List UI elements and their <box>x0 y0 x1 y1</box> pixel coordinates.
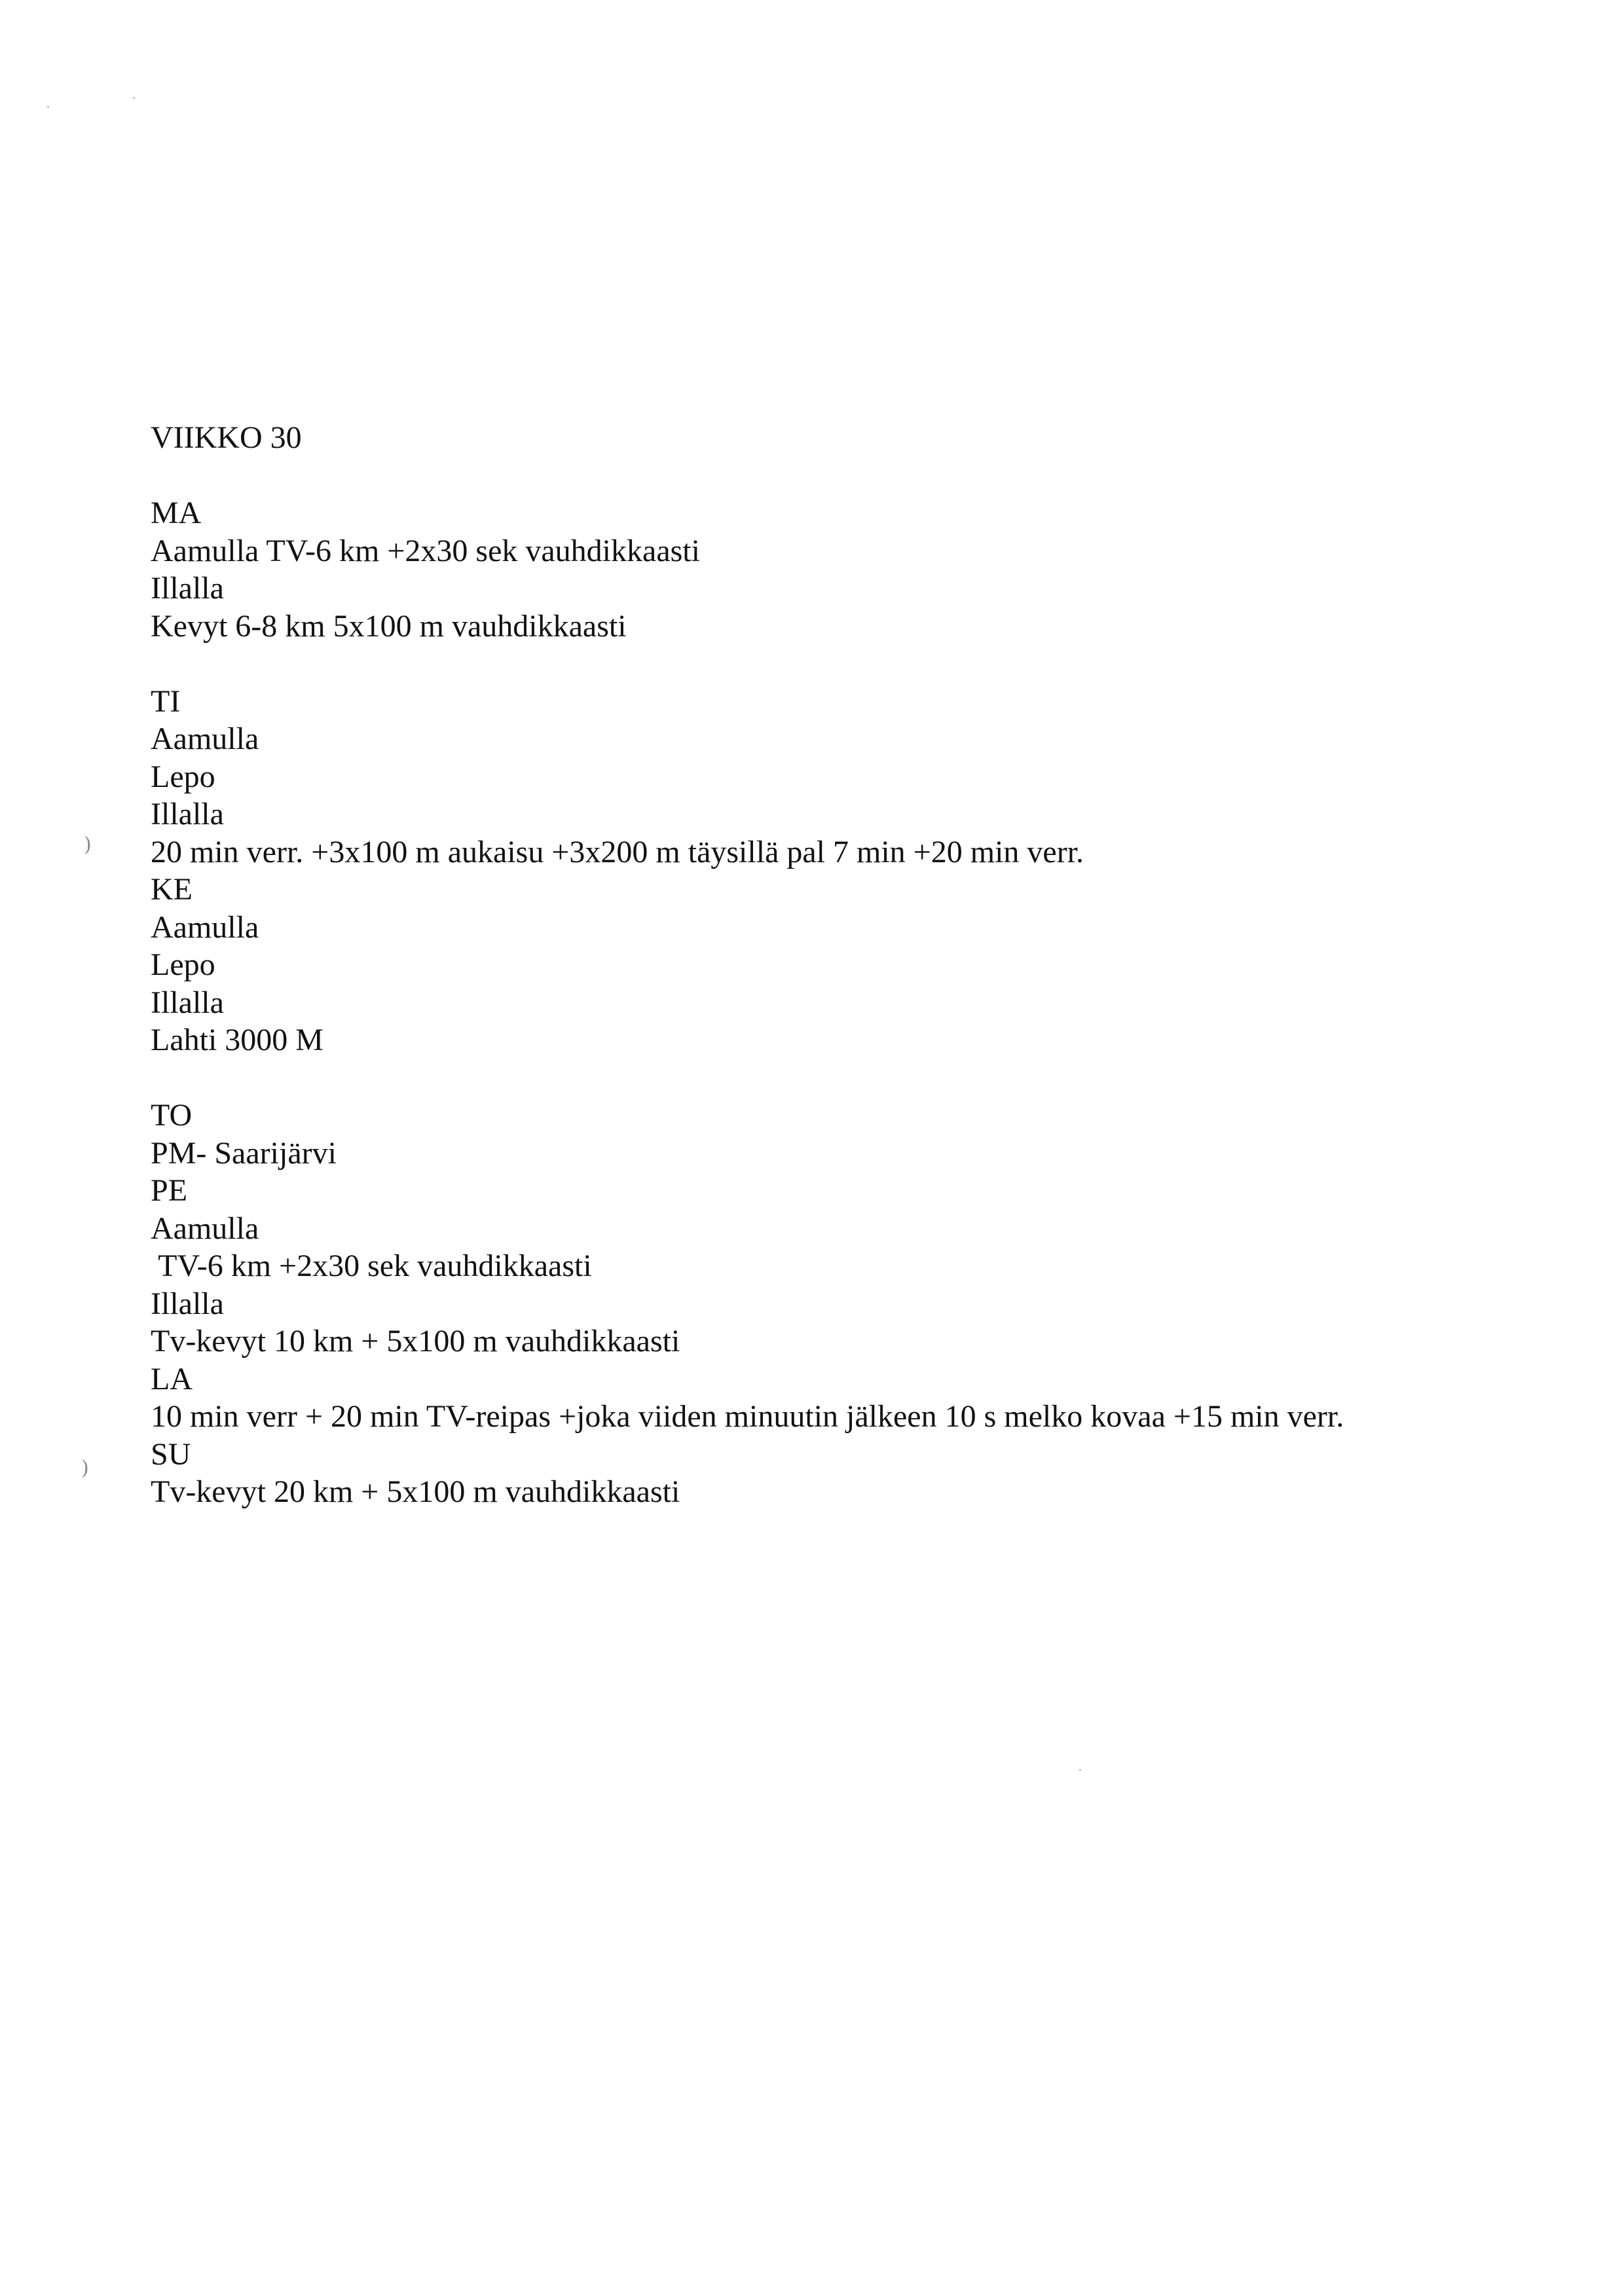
day-line: Aamulla <box>151 1211 259 1246</box>
day-line: Illalla <box>151 797 224 831</box>
day-label-la: LA <box>151 1361 193 1396</box>
day-line: Tv-kevyt 10 km + 5x100 m vauhdikkaasti <box>151 1324 680 1358</box>
scan-speck <box>1079 1769 1081 1771</box>
day-line: Illalla <box>151 1286 224 1321</box>
document-body <box>151 419 1526 1511</box>
spacer <box>151 457 1526 495</box>
day-line: Aamulla TV-6 km +2x30 sek vauhdikkaasti <box>151 533 700 568</box>
spacer <box>151 1059 1526 1097</box>
day-label-ti: TI <box>151 683 181 719</box>
scan-speck <box>47 106 49 108</box>
day-line: PM- Saarijärvi <box>151 1135 337 1171</box>
day-line: Aamulla <box>151 909 259 945</box>
scan-speck <box>133 97 135 99</box>
day-label-pe: PE <box>151 1173 188 1208</box>
binding-mark: ) <box>81 1457 89 1480</box>
day-line: Kevyt 6-8 km 5x100 m vauhdikkaasti <box>151 608 627 644</box>
day-label-to: TO <box>151 1098 193 1133</box>
day-line: TV-6 km +2x30 sek vauhdikkaasti <box>151 1248 592 1283</box>
day-line: Lepo <box>151 759 215 794</box>
day-line: Illalla <box>151 985 224 1020</box>
day-line: Lahti 3000 M <box>151 1023 323 1057</box>
day-line: 20 min verr. +3x100 m aukaisu +3x200 m täysillä pal 7 min +20 min verr. <box>151 834 1084 869</box>
week-heading: VIIKKO 30 <box>151 420 302 455</box>
day-line: Aamulla <box>151 721 259 756</box>
day-label-ke: KE <box>151 872 193 907</box>
spacer <box>151 645 1526 683</box>
day-line: Illalla <box>151 571 224 606</box>
day-line: Lepo <box>151 947 215 982</box>
day-label-ma: MA <box>151 496 202 530</box>
binding-mark: ) <box>84 833 92 856</box>
day-label-su: SU <box>151 1436 191 1472</box>
day-line: 10 min verr + 20 min TV-reipas +joka viiden minuutin jälkeen 10 s melko kovaa +15 min verr. <box>151 1399 1344 1434</box>
day-line: Tv-kevyt 20 km + 5x100 m vauhdikkaasti <box>151 1474 680 1509</box>
